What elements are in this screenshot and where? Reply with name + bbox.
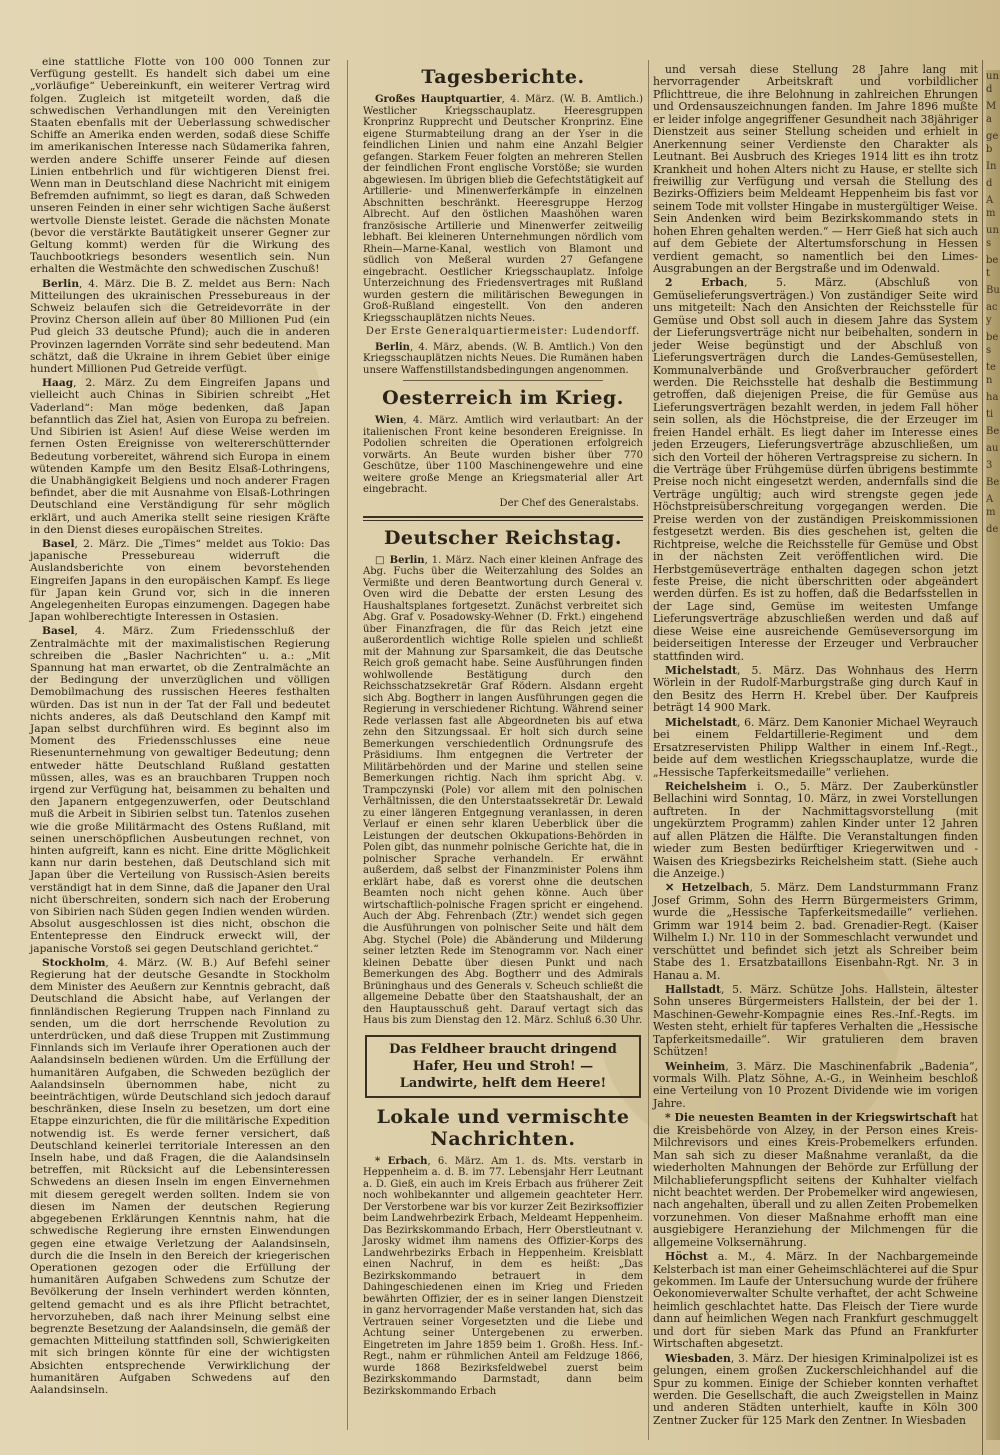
- section-divider: [403, 380, 603, 381]
- article-paragraph: [653, 984, 978, 1059]
- edge-text-fragment: In: [986, 161, 997, 172]
- paragraph-text: , 2. März. Zu dem Eingreifen Japans und vielleicht auch Chinas in Sibirien schreibt „Het Vaderland“: Man möge bedenken, daß Japan befanntlich das Ziel hat, Asien von Europa zu befreien. Und Sibirien ist Asien! Auf diese Weise werden im fernen Osten Ereignisse von weltererschütternder Bedeutung vorbereitet, während sich Europa in einem wütenden Kampfe um den Besitz Elsaß-Lothringens, die Unabhängigkeit Belgiens und noch anderer Fragen befindet, aber die mit Ausnahme von Elsaß-Lothringen Deutschland eine Verständigung für sehr möglich erklärt, und auch Amerika stellt seine riesigen Kräfte in den Dienst dieses europäischen Streites.: [30, 377, 330, 536]
- section-heading: Deutscher Reichstag.: [383, 526, 623, 549]
- dateline: Haag: [42, 377, 74, 390]
- adjacent-page-edge: [986, 70, 1000, 1440]
- article-paragraph: [363, 415, 643, 496]
- article-paragraph: [363, 555, 643, 1027]
- dateline: Michelstadt: [665, 715, 738, 729]
- article-paragraph: [653, 1251, 978, 1351]
- paragraph-text: , 3. März. Die Maschinenfabrik „Badenia“, vormals Wilh. Platz Söhne, A.-G., in Weinheim beschloß eine Verteilung von 10 Prozent Dividende wie im vorigen Jahre.: [653, 1059, 978, 1110]
- article-paragraph: [363, 94, 643, 324]
- article-paragraph: [653, 665, 978, 715]
- dateline: ✕ Hetzelbach: [665, 881, 750, 895]
- dateline: Berlin: [375, 341, 410, 353]
- paragraph-text: , 4. März. Zum Friedensschluß der Zentralmächte mit der maximalistischen Regierung schreiben die „Basler Nachrichten“ u. a.: „Mit Spannung hat man erwartet, ob die Zentralmächte an der Bedingung der unverzüglichen und völligen Demobilmachung des russischen Heeres festhalten würden. Das ist nun in der Tat der Fall und bedeutet nichts anderes, als daß Deutschland den Kampf mit Japan selbst durchführen wird. Es beginnt also im Moment des Friedensschlusses eine neue Riesenunternehmung von gewaltiger Bedeutung; denn entweder hätte Deutschland Rußland gestatten müssen, alles, was es an brauchbaren Truppen noch irgend zur Verfügung hat, beisammen zu behalten und den Japanern entgegenzuwerfen, oder Deutschland muß die Arbeit in Sibirien selbst tun. Tatenlos zusehen wie die große Militärmacht des Ostens Rußland, mit seinen unerschöpflichen Ausbeutungen rechnet, von hinten aufgreift, kann es nicht. Eine dritte Möglichkeit kann nur darin bestehen, daß Deutschland sich mit Japan über die Verteilung von Russisch-Asien bereits verständigt hat in dem Sinne, daß die Japaner den Ural nicht überschreiten, sondern sich nach der Eroberung von Sibirien nach Süden gegen Indien wenden würden. Absolut ausgeschlossen ist dies nicht, obschon die Ententepresse den Eindruck erweckt will, der japanische Vorstoß sei gegen Deutschland gerichtet.“: [30, 625, 330, 955]
- edge-text-fragment: bet: [986, 255, 999, 279]
- paragraph-text: , 3. März. Der hiesigen Kriminalpolizei ist es gelungen, einem großen Zuckerschleichhandel auf die Spur zu kommen. Einige der Schieber konnten verhaftet werden. Die Gesellschaft, die auch Zweigstellen in Mainz und anderen Städten unterhielt, kaufte in Köln 300 Zentner Zucker für 125 Mark den Zentner. In Wiesbaden: [653, 1351, 978, 1427]
- paragraph-text: , 6. März. Am 1. ds. Mts. verstarb in Heppenheim a. d. B. im 77. Lebensjahr Herr Leutnant a. D. Gieß, ein auch im Kreis Erbach aus früherer Zeit noch wohlbekannter und allgemein geachteter Herr. Der Verstorbene war bis vor kurzer Zeit Bezirksoffizier beim Landwehrbezirk Erbach, Meldeamt Heppenheim. Das Bezirkskommando Erbach, Herr Oberstleutnant v. Jarosky widmet ihm namens des Offizier-Korps des Landwehrbezirks Erbach in Heppenheim. Kreisblatt einen Nachruf, in dem es heißt: „Das Bezirkskommando betrauert in dem Dahingeschiedenen einen im Krieg und Frieden bewährten Offizier, der es in seiner langen Dienstzeit in ganz hervorragender Maße verstanden hat, sich das Vertrauen seiner Vorgesetzten und die Liebe und Achtung seiner Untergebenen zu erwerben. Eingetreten im Jahre 1859 beim 1. Großh. Hess. Inf.-Regt., nahm er rühmlichen Anteil am Feldzuge 1866, wurde 1868 Bezirksfeldwebel zuerst beim Bezirkskommando Darmstadt, dann beim Bezirkskommando Erbach: [363, 1155, 643, 1397]
- article-paragraph: [30, 56, 330, 276]
- dateline: □ Berlin: [375, 554, 425, 566]
- boxed-appeal: Das Feldheer braucht dringend Hafer, Heu und Stroh! — Landwirte, helft dem Heere!: [365, 1035, 641, 1098]
- article-paragraph: [653, 277, 978, 663]
- article-paragraph: [30, 377, 330, 536]
- article-paragraph: [363, 342, 643, 377]
- paragraph-text: und versah diese Stellung 28 Jahre lang mit hervorragender Arbeitskraft und vorbildlicher Pflichttreue, die ihre Belohnung in zahlreichen Ehrungen und Ordensauszeichnungen fanden. Im Jahre 1896 mußte er leider infolge angegriffener Gesundheit nach 38jähriger Dienstzeit aus seiner Stellung scheiden und erhielt in Anerkennung seiner Verdienste den Charakter als Leutnant. Bei Ausbruch des Krieges 1914 litt es ihn trotz Krankheit und hohen Alters nicht zu Hause, er stellte sich freiwillig zur Verfügung und versah die Stellung des Bezirks-Offiziers beim Meldeamt Heppenheim bis fast vor seinem Tode mit vollster Hingabe in mustergültiger Weise. Sein Andenken wird beim Bezirkskommando stets in hohen Ehren gehalten werden.“ — Herr Gieß hat sich auch auf dem Gebiete der Altertumsforschung in Hessen verdient gemacht, so namentlich bei den Limes-Ausgrabungen an der Bergstraße und im Odenwald.: [653, 63, 978, 275]
- paragraph-text: , 4. März. (W. B.) Auf Befehl seiner Regierung hat der deutsche Gesandte in Stockholm dem Minister des Aeußern zur Kenntnis gebracht, daß Deutschland die Absicht habe, auf Verlangen der finnländischen Regierung Truppen nach Finnland zu senden, um die dort herrschende Revolution zu unterdrücken, und daß diese Truppen mit Zustimmung Finnlands sich im Verlaufe ihrer Operationen auch der Aalandsinseln bedienen würden. Um die Erfüllung der humanitären Aufgaben, die Schweden bezüglich der Aalandsinseln übernommen habe, nicht zu beeinträchtigen, würde Deutschland sich jedoch darauf beschränken, diese Inseln zu besetzen, um dort eine Etappe einzurichten, die für die militärische Expedition notwendig ist. Es werde ferner versichert, daß Deutschland keinerlei territoriale Interessen an den Inseln habe, und daß Fragen, die die Aalandsinseln betreffen, mit Rücksicht auf die Lebensinteressen Schwedens an diesen Inseln im engen Einvernehmen mit diesem geregelt werden sollten. Indem sie von diesen im Namen der deutschen Regierung abgegebenen Erklärungen Kenntnis nahm, hat die schwedische Regierung ihre ernsten Einwendungen gegen eine etwaige Verletzung der Aalandsinseln, durch die die Inseln in den Bereich der kriegerischen Operationen gezogen oder die Erfüllung der humanitären Aufgaben Schwedens zum Schutze der Bevölkerung der Inseln verhindert werden könnten, geltend gemacht und es als ihre Pflicht betrachtet, hervorzuheben, daß nach ihrer Meinung selbst eine begrenzte Besetzung der Aalandsinseln, die gemäß der gemachten Mitteilung stattfinden soll, Schwierigkeiten mit sich bringen könnte für eine der wichtigsten Absichten entsprechende Verwirklichung der humanitären Aufgaben Schwedens auf den Aalandsinseln.: [30, 956, 330, 1396]
- column-rule: [347, 60, 348, 1430]
- article-paragraph: [363, 1156, 643, 1398]
- dateline: Basel: [42, 625, 75, 638]
- dateline: 2 Erbach: [665, 276, 745, 290]
- dateline: Basel: [42, 537, 75, 550]
- paragraph-text: , 5. März. (Abschluß von Gemüselieferungsverträgen.) Von zuständiger Seite wird uns mitgeteilt: Nach den Ansichten der Reichsstelle für Gemüse und Obst soll auch in diesem Jahre das System der Lieferungsverträge nicht nur beibehalten, sondern in jeder Weise begünstigt und der Abschluß von Lieferungsverträgen durch die Landes-Gemüsestellen, Kommunalverbände und Großverbraucher gefördert werden. Die Reichsstelle hat deshalb die Bestimmung getroffen, daß diejenigen Preise, die für Gemüse aus Lieferungsverträgen bezahlt werden, in jedem Fall höher sein sollen, als die Höchstpreise, die der Erzeuger im freien Handel erhält. Es liegt daher im Interesse eines jeden Erzeugers, Lieferungsverträge abzuschließen, um sich den Vorteil der höheren Vertragspreise zu sichern. In die Verträge über Frühgemüse dürfen übrigens bestimmte Preise noch nicht eingesetzt werden, andernfalls sind die Verträge ungültig; auch wird strengste gegen jede Höchstpreisüberschreitung vorgegangen werden. Die Preise werden von der zuständigen Preiskommissionen festgesetzt werden. Bis dies geschehen ist, gelten die Richtpreise, welche die Reichsstelle für Gemüse und Obst in der nächsten Zeit veröffentlichen wird. Die Herbstgemüseverträge enthalten dagegen schon jetzt feste Preise, die nicht überschritten oder abgeändert werden dürfen. Es ist zu hoffen, daß die Bedarfsstellen in der Lage sind, Gemüse im weitesten Umfange Lieferungsverträge abzuschließen werden und daß auf diese Weise eine ausreichende Gemüseversorgung im beiderseitigen Interesse der Erzeuger und Verbraucher stattfinden wird.: [653, 276, 978, 663]
- paragraph-text: , 4. März. Die B. Z. meldet aus Bern: Nach Mitteilungen des ukrainischen Pressebureaus in der Schweiz belaufen sich die Getreidevorräte in der Provinz Cherson allein auf über 80 Millionen Pud (ein Pud gleich 33 deutsche Pfund); auch die in anderen Provinzen lagernden Vorräte sind sehr bedeutend. Man schätzt, daß die Ukraine in ihrem Gebiet über einige hundert Millionen Pud Getreide verfügt.: [30, 277, 330, 376]
- article-paragraph: [653, 882, 978, 982]
- dateline: Höchst: [665, 1250, 708, 1264]
- paragraph-text: , 5. März. Dem Landsturmmann Franz Josef Grimm, Sohn des Herrn Bürgermeisters Grimm, wurde die „Hessische Tapferkeitsmedaille“ verliehen. Grimm war 1914 beim 2. bad. Grenadier-Regt. (Kaiser Wilhelm I.) Nr. 110 in der Sommeschlacht verwundet und verschüttet und befindet sich jetzt als Schreiber beim Stabe des 1. Ersatzbataillons Eisenbahn-Rgt. Nr. 3 in Hanau a. M.: [653, 881, 978, 982]
- edge-text-fragment: uns: [986, 225, 999, 249]
- article-paragraph: [30, 957, 330, 1396]
- edge-text-fragment: de: [986, 524, 999, 535]
- section-heading: Lokale und vermischte Nachrichten.: [376, 1105, 630, 1150]
- dateline: Michelstadt: [665, 664, 738, 677]
- column-1: [30, 56, 330, 1398]
- dateline: Hallstadt: [665, 982, 721, 996]
- edge-text-fragment: au: [986, 443, 999, 454]
- dateline: Wien: [375, 415, 404, 427]
- article-paragraph: [653, 1112, 978, 1249]
- paragraph-text: , 2. März. Die „Times“ meldet aus Tokio: Das japanische Pressebureau widerruft die Auslandsberichte von einem bevorstehenden Eingreifen Japans in den europäischen Kampf. Es liege für Japan kein Grund vor, sich in die inneren Angelegenheiten Europas einzumengen. Dagegen habe Japan wohlberechtigte Interessen in Ostasien.: [30, 537, 330, 624]
- dateline: Stockholm: [42, 956, 106, 969]
- section-heading: Oesterreich im Krieg.: [382, 387, 624, 410]
- edge-text-fragment: Be: [986, 477, 1000, 488]
- paragraph-text: , 1. März. Nach einer kleinen Anfrage des Abg. Fuchs über die Weiterzahlung des Soldes an Vermißte und deren Beantwortung durch General v. Oven wird die Debatte der ersten Lesung des Haushaltsplanes fortgesetzt. Zunächst verbreitet sich Abg. Graf v. Posadowsky-Wehner (D. Frkt.) eingehend über Finanzfragen, die für das Reich jetzt eine außerordentlich wichtige Rolle spielen und schließt mit der Mahnung zur Sparsamkeit, die das Deutsche Reich groß gemacht habe. Seine Ausführungen finden wohlwollende Bestätigung durch den Reichsschatzsekretär Graf Rödern. Alsdann ergeht sich Abg. Bogtherr in langen Ausführungen gegen die Regierung in verschiedener Richtung. Während seiner Rede verlassen fast alle Abgeordneten bis auf etwa zehn den Sitzungssaal. Er holt sich durch seine Bemerkungen verschiedentlich Ordnungsrufe des Präsidiums. Ihm entgegnen die Vertreter der Militärbehörden und der Marine und stellen seine Bemerkungen richtig. Nach ihm spricht Abg. v. Trampczynski (Pole) vor allem mit den polnischen Verhältnissen, die den Unterstaatssekretär Dr. Lewald zu einer längeren Entgegnung veranlassen, in deren Verlauf er einen sehr klaren Ueberblick über die Leistungen der deutschen Okkupations-Behörden in Polen gibt, das nunmehr polnische Gerichte hat, die in polnischer Sprache verhandeln. Er erwähnt außerdem, daß selbst der Finanzminister Polens ihm erklärt habe, daß es vorerst ohne die deutschen Beamten noch nicht gehen könne. Auch über wirtschaftlich-polnische Fragen spricht er eingehend. Auch der Abg. Fehrenbach (Ztr.) wendet sich gegen die Ausführungen von polnischer Seite und hält dem Abg. Stychel (Pole) die Abänderung und Milderung seiner letzten Rede im Stenogramm vor. Nach einer kleinen Debatte über diesen Punkt und nach Bemerkungen des Abg. Bogtherr und des Admirals Brüninghaus und des Generals v. Scheuch schließt die allgemeine Debatte über den Staatshaushalt, der an den Hauptausschuß geht. Darauf vertagt sich das Haus bis zum Dienstag den 12. März. Schluß 6.30 Uhr.: [363, 554, 643, 1027]
- paragraph-text: i. O., 5. März. Der Zauberkünstler Bellachini wird Sonntag, 10. März, in zwei Vorstellungen auftreten. In der Nachmittagsvorstellung (mit ungekürztem Programm) zahlen Kinder unter 12 Jahren auf allen Plätzen die Hälfte. Die Veranstaltungen finden wieder zum Besten bedürftiger Kriegerwitwen und -Waisen des Kriegsbezirks Reichelsheim statt. (Siehe auch die Anzeige.): [653, 779, 978, 880]
- edge-text-fragment: ha: [986, 392, 999, 403]
- column-2: [363, 60, 643, 1399]
- article-paragraph: [653, 781, 978, 881]
- edge-text-fragment: Am: [986, 195, 996, 219]
- edge-text-fragment: Ma: [986, 101, 997, 125]
- column-3: [653, 64, 978, 1429]
- paragraph-text: , 4. März. Amtlich wird verlautbart: An der italienischen Front keine besonderen Ereignisse. In Podolien schreiten die Operationen erfolgreich vorwärts. An Beute wurden bisher über 770 Geschütze, über 1100 Maschinengewehre und eine weitere große Menge an Kriegsmaterial aller Art eingebracht.: [363, 415, 643, 496]
- article-paragraph: [653, 1353, 978, 1428]
- edge-text-fragment: Am: [986, 494, 996, 518]
- dateline: Wiesbaden: [665, 1351, 731, 1365]
- edge-text-fragment: Bu: [986, 285, 1000, 296]
- article-paragraph: [653, 1061, 978, 1111]
- dateline: Reichelsheim: [665, 779, 747, 793]
- edge-text-fragment: bes: [986, 332, 999, 356]
- dateline: * Die neuesten Beamten in der Kriegswirtschaft: [665, 1111, 957, 1125]
- paragraph-text: , 5. März. Schütze Johs. Hallstein, ältester Sohn unseres Bürgermeisters Hallstein, der bei der 1. Maschinen-Gewehr-Kompagnie eines Res.-Inf.-Regts. im Westen steht, erhielt für tapferes Verhalten die „Hessische Tapferkeitsmedaille“. Wir gratulieren dem braven Schützen!: [653, 982, 978, 1059]
- edge-text-fragment: ti: [986, 409, 994, 420]
- paragraph-text: , 4. März, abends. (W. B. Amtlich.) Von den Kriegsschauplätzen nichts Neues. Die Rumänen haben unsere Waffenstillstandsbedingungen angenommen.: [363, 341, 643, 376]
- section-heading: Tagesberichte.: [421, 66, 585, 88]
- article-paragraph: [30, 625, 330, 954]
- dateline: Berlin: [42, 277, 80, 290]
- paragraph-text: eine stattliche Flotte von 100 000 Tonnen zur Verfügung gestellt. Es handelt sich dabei um eine „vorläufige“ Uebereinkunft, ein weiterer Vertrag wird folgen. Zugleich ist mitgeteilt worden, daß die schwedischen Verhandlungen mit den Vereinigten Staaten ebenfalls mit der Ueberlassung schwedischer Schiffe an Amerika enden werden, sodaß diese Schiffe im amerikanischen Interesse nach Südamerika fahren, werden andere Schiffe unserer Feinde auf diesen Linien entbehrlich und für wichtigeren Dienst frei. Wenn man in Deutschland diese Nachricht mit einigem Befremden aufnimmt, so liegt es daran, daß Schweden unseren Feinden in einer sehr wichtigen Sache äußerst wertvolle Dienste leistet. Gerade die nächsten Monate (bevor die verstärkte Bautätigkeit unserer Gegner zur Geltung kommt) werden für die Wirkung des Tauchbootkriegs besonders wesentlich sein. Nun erhalten die Westmächte den schwedischen Zuschuß!: [30, 56, 330, 276]
- dateline: Weinheim: [665, 1059, 726, 1073]
- column-rule: [648, 60, 649, 1440]
- signature-line: Der Erste Generalquartiermeister: Ludendorff.: [365, 326, 641, 338]
- edge-text-fragment: und: [986, 71, 999, 95]
- article-paragraph: [30, 538, 330, 623]
- paragraph-text: , 4. März. (W. B. Amtlich.) Westlicher Kriegsschauplatz. Heeresgruppen Kronprinz Rupprecht und Deutscher Kronprinz. Eine eigene Sturmabteilung drang an der Yser in die feindlichen Linien und nahm eine Anzahl Belgier gefangen. Starkem Feuer folgten an mehreren Stellen der feindlichen Front englische Vorstöße; sie wurden abgewiesen. Im übrigen blieb die Gefechtstätigkeit auf Artillerie- und Minenwerferkämpfe in einzelnen Abschnitten beschränkt. Heeresgruppe Herzog Albrecht. Auf den östlichen Maashöhen waren französische Artillerie und Minenwerfer zeitweilig lebhaft. Bei kleineren Unternehmungen nördlich vom Rhein—Marne-Kanal, westlich von Blamont und südlich von Meßeral wurden 27 Gefangene eingebracht. Oestlicher Kriegsschauplatz. Infolge Unterzeichnung des Friedensvertrages mit Rußland wurden gestern die militärischen Bewegungen in Groß-Rußland eingestellt. Von den anderen Kriegsschauplätzen nichts Neues.: [363, 94, 644, 324]
- paragraph-text: hat die Kreisbehörde von Alzey, in der Person eines Kreis-Milchrevisors und eines Kreis-Probemelkers erfunden. Man sah sich zu dieser Maßnahme veranlaßt, da die wiederholten Mahnungen der Behörde zur Erfüllung der Milchablieferungspflicht seitens der Kuhhalter vielfach nicht beachtet werden. Der Probemelker wird angewiesen, nach angehalten, überall und zu allen Zeiten Probemelken vorzunehmen. Von dieser Maßnahme erhofft man eine ausgiebigere Heranziehung der Milchmengen für die allgemeine Volksernährung.: [653, 1111, 978, 1249]
- edge-text-fragment: acy: [986, 302, 998, 326]
- edge-text-fragment: ten: [986, 362, 996, 386]
- signature-line: Der Chef des Generalstabs.: [499, 497, 639, 509]
- edge-text-fragment: d: [986, 178, 993, 189]
- page-edge-rule: [982, 60, 983, 1455]
- dateline: * Erbach: [375, 1155, 428, 1167]
- section-divider-double: [363, 516, 643, 521]
- edge-text-fragment: 3: [986, 460, 993, 471]
- paragraph-text: , 5. März. Das Wohnhaus des Herrn Wörlein in der Rudolf-Marburgstraße ging durch Kauf in den Besitz des Herrn H. Krebel über. Der Kaufpreis beträgt 14 900 Mark.: [653, 664, 978, 715]
- article-paragraph: [653, 717, 978, 779]
- article-paragraph: [653, 64, 978, 275]
- edge-text-fragment: geb: [986, 131, 999, 155]
- article-paragraph: [30, 278, 330, 376]
- paragraph-text: , 6. März. Dem Kanonier Michael Weyrauch bei einem Feldartillerie-Regiment und dem Ersatzreservisten Philipp Walther in einem Inf.-Regt., beide auf dem westlichen Kriegsschauplatze, wurde die „Hessische Tapferkeitsmedaille“ verliehen.: [653, 715, 978, 779]
- edge-text-fragment: Be: [986, 426, 1000, 437]
- dateline: Großes Hauptquartier: [375, 94, 502, 105]
- paragraph-text: a. M., 4. März. In der Nachbargemeinde Kelsterbach ist man einer Geheimschlächterei auf die Spur gekommen. Im Laufe der Untersuchung wurde der frühere Oekonomieverwalter Schulte verhaftet, der acht Schweine heimlich geschlachtet hatte. Das Fleisch der Tiere wurde dann auf heimlichen Wegen nach Frankfurt geschmuggelt und dort für sieben Mark das Pfund an Frankfurter Wirtschaften abgesetzt.: [653, 1250, 978, 1351]
